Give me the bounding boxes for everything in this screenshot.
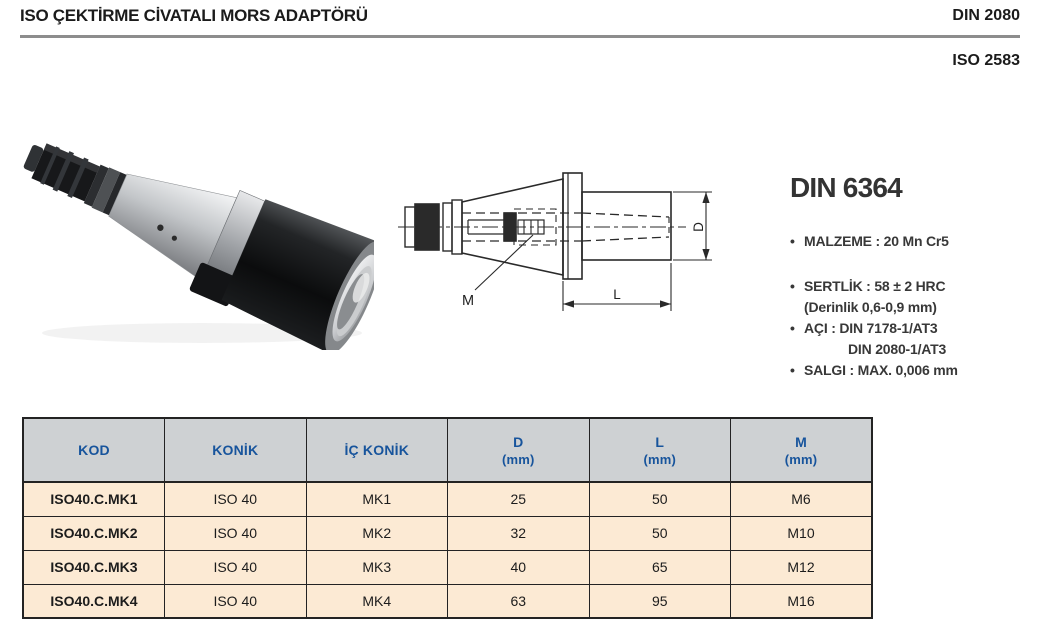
bullet-icon: • xyxy=(790,233,795,249)
product-photo xyxy=(12,128,374,350)
spec-heading: DIN 6364 xyxy=(790,172,902,203)
table-row xyxy=(23,482,872,516)
table-cell: M12 xyxy=(731,550,873,584)
column-header: KOD xyxy=(23,418,165,482)
table-cell: ISO 40 xyxy=(165,516,307,550)
table-row xyxy=(23,550,872,584)
table-cell: ISO40.C.MK1 xyxy=(23,482,165,516)
table-cell: ISO40.C.MK4 xyxy=(23,584,165,618)
column-header: D (mm) xyxy=(448,418,590,482)
spec-text: (Derinlik 0,6-0,9 mm) xyxy=(804,299,937,315)
table-cell: ISO40.C.MK2 xyxy=(23,516,165,550)
table-row xyxy=(23,584,872,618)
product-table xyxy=(22,417,873,619)
leader-m xyxy=(475,235,533,290)
spec-text: SALGI : MAX. 0,006 mm xyxy=(804,362,958,378)
table-cell: 50 xyxy=(589,482,731,516)
spec-text: SERTLİK : 58 ± 2 HRC xyxy=(804,278,946,294)
table-cell: MK2 xyxy=(306,516,448,550)
table-cell: MK4 xyxy=(306,584,448,618)
column-header: İÇ KONİK xyxy=(306,418,448,482)
table-cell: ISO40.C.MK3 xyxy=(23,550,165,584)
column-header: KONİK xyxy=(165,418,307,482)
spec-item-din2080 xyxy=(790,340,1045,359)
bullet-icon: • xyxy=(790,278,795,294)
spec-text: DIN 2080-1/AT3 xyxy=(848,341,947,357)
spec-text: MALZEME : 20 Mn Cr5 xyxy=(804,233,949,249)
table-cell: ISO 40 xyxy=(165,550,307,584)
table-cell: 50 xyxy=(589,516,731,550)
table-cell: 40 xyxy=(448,550,590,584)
drawing-label-m: M xyxy=(462,293,475,309)
spec-panel xyxy=(790,172,1045,382)
drawing-flange xyxy=(563,173,582,279)
spec-text: AÇI : DIN 7178-1/AT3 xyxy=(804,320,938,336)
table-cell: ISO 40 xyxy=(165,482,307,516)
bullet-icon: • xyxy=(790,362,795,378)
drawing-threaded-stud xyxy=(415,204,439,250)
table-header-row xyxy=(23,418,872,482)
dimension-arrows xyxy=(563,192,710,308)
spec-item-derinlik xyxy=(790,298,1045,317)
table-cell: MK3 xyxy=(306,550,448,584)
drawing-label-l: L xyxy=(613,287,621,302)
table-body xyxy=(23,482,872,618)
standard-iso-2583: ISO 2583 xyxy=(952,52,1020,69)
table-cell: ISO 40 xyxy=(165,584,307,618)
table-cell: MK1 xyxy=(306,482,448,516)
table-cell: 25 xyxy=(448,482,590,516)
table-cell: M16 xyxy=(731,584,873,618)
spec-item-aci xyxy=(790,319,1045,338)
technical-drawing xyxy=(390,150,740,322)
spec-item-malzeme xyxy=(790,232,1045,251)
column-header: L (mm) xyxy=(589,418,731,482)
table-cell: 32 xyxy=(448,516,590,550)
table-cell: M10 xyxy=(731,516,873,550)
table-cell: 65 xyxy=(589,550,731,584)
spec-item-sertlik xyxy=(790,277,1045,296)
table-cell: 63 xyxy=(448,584,590,618)
drawing-body xyxy=(582,192,671,260)
table-cell: M6 xyxy=(731,482,873,516)
standard-din-2080: DIN 2080 xyxy=(952,7,1020,24)
table-row xyxy=(23,516,872,550)
page-title: ISO ÇEKTİRME CİVATALI MORS ADAPTÖRÜ xyxy=(20,6,368,25)
spec-item-salgi xyxy=(790,361,1045,380)
header-divider xyxy=(20,35,1020,38)
table-cell: 95 xyxy=(589,584,731,618)
bullet-icon: • xyxy=(790,320,795,336)
drawing-label-d: D xyxy=(691,222,706,232)
column-header: M (mm) xyxy=(731,418,873,482)
